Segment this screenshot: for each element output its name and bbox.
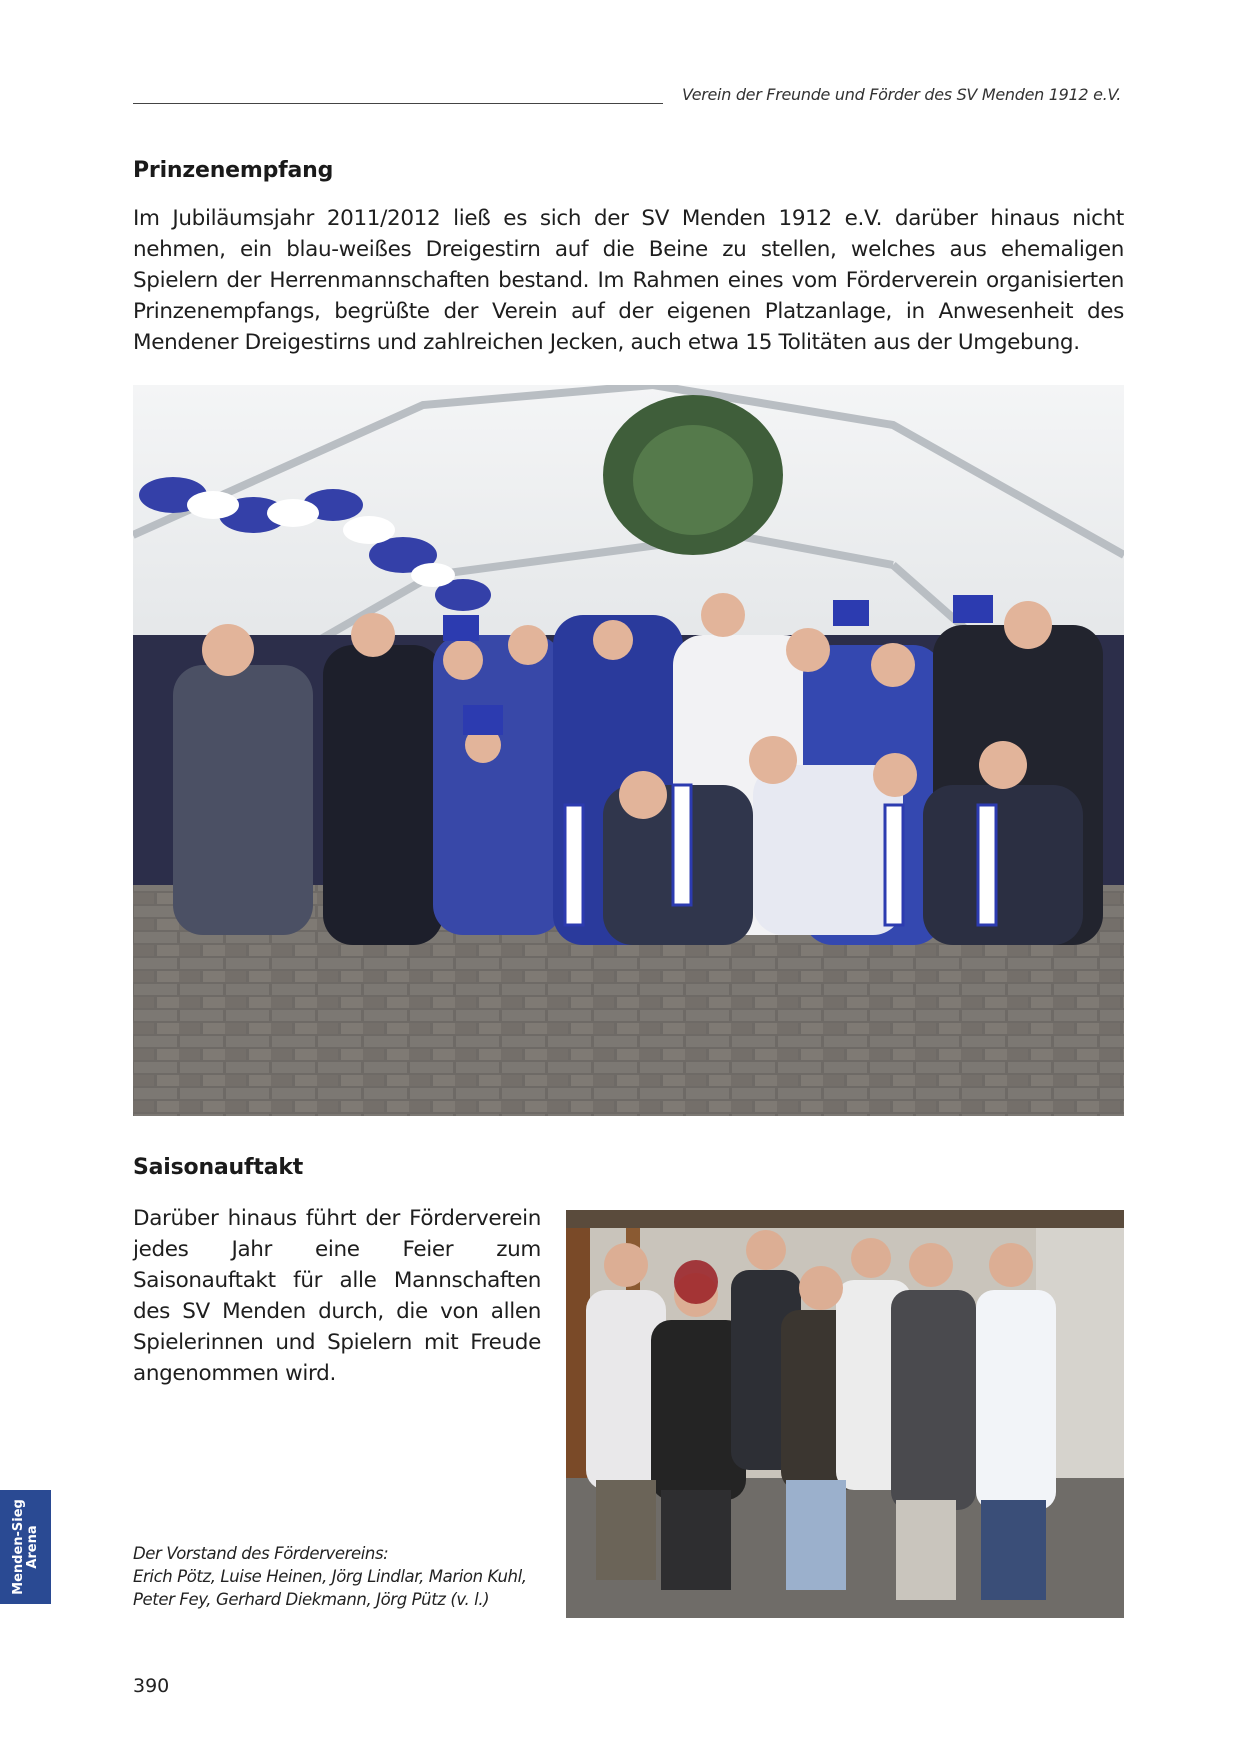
section-heading-saisonauftakt: Saisonauftakt [133,1155,304,1180]
paragraph-saisonauftakt: Darüber hinaus führt der Förderverein jedes Jahr eine Feier zum Saisonauftakt für alle Mannschaften des SV Menden durch, die von allen Spielerinnen und Spielern mit Freude angenommen wird. [133,1206,541,1386]
side-tab-line-1: Menden-Sieg [10,1499,26,1595]
caption-line-3: Peter Fey, Gerhard Diekmann, Jörg Pütz (v. l.) [133,1590,490,1609]
chapter-side-tab [0,1490,51,1604]
header-rule [133,103,663,104]
paragraph-prinzenempfang: Im Jubiläumsjahr 2011/2012 ließ es sich der SV Menden 1912 e.V. darüber hinaus nicht nehmen, ein blau-weißes Dreigestirn auf die Beine zu stellen, welches aus ehemaligen Spielern der Herrenmannschaften bestand. Im Rahmen eines vom Förderverein organisierten Prinzenempfangs, begrüßte der Verein auf der eigenen Platzanlage, in Anwesenheit des Mendener Dreigestirns und zahlreichen Jecken, auch etwa 15 Tolitäten aus der Umgebung. [133,206,1124,355]
photo-vorstand [566,1210,1124,1618]
photo-caption [133,1542,563,1611]
section-heading-prinzenempfang: Prinzenempfang [133,158,334,183]
caption-line-1: Der Vorstand des Fördervereins: [133,1544,389,1563]
page-number: 390 [133,1675,170,1697]
side-tab-line-2: Arena [24,1525,40,1569]
running-header: Verein der Freunde und Förder des SV Menden 1912 e.V. [681,85,1121,104]
chapter-side-tab-label [12,1499,40,1595]
caption-line-2: Erich Pötz, Luise Heinen, Jörg Lindlar, Marion Kuhl, [133,1567,527,1586]
photo-prinzenempfang [133,385,1124,1116]
